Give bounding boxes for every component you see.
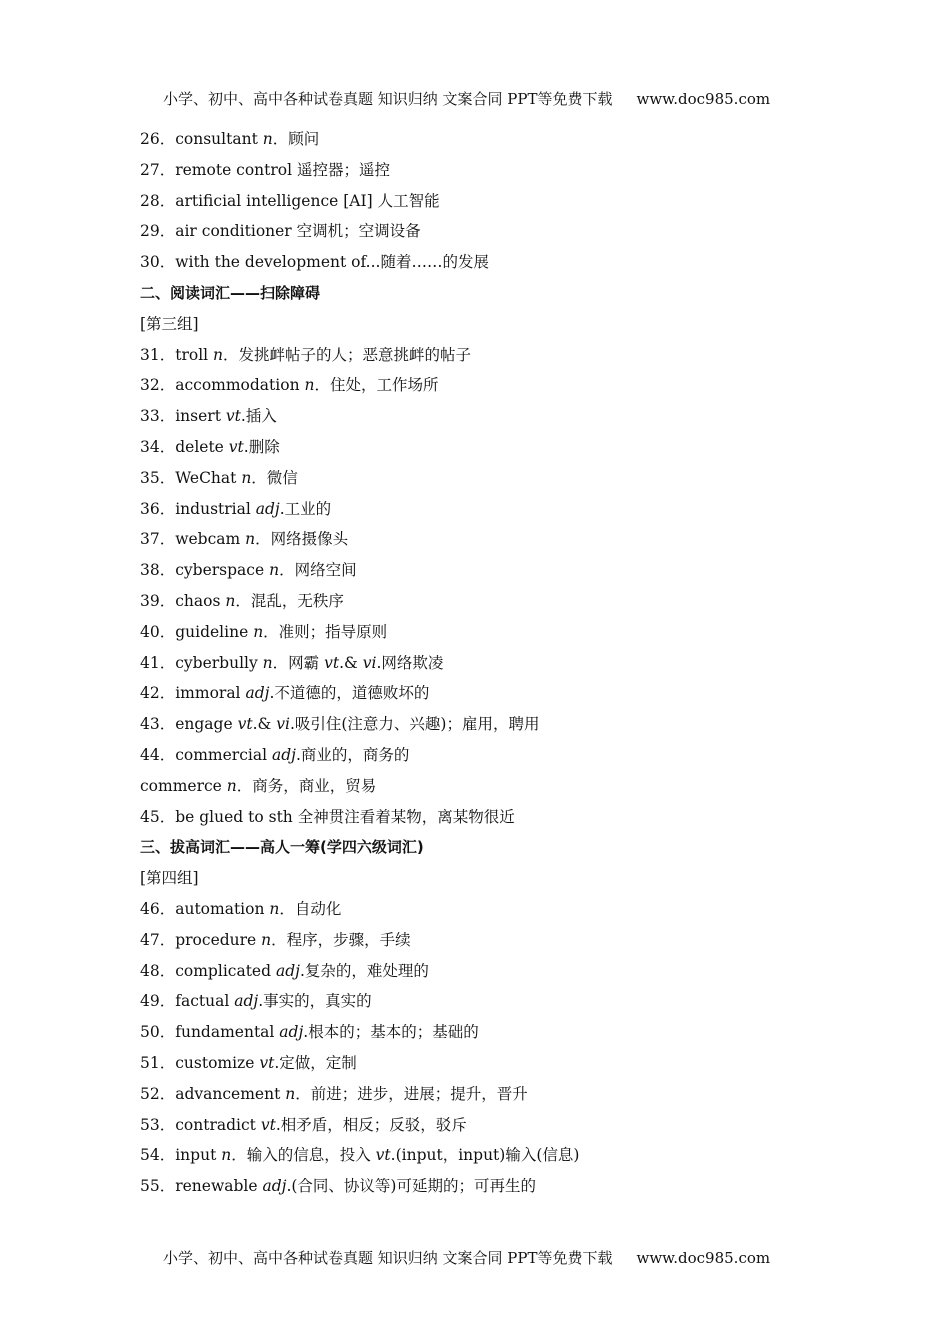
part-of-speech: n (241, 468, 252, 487)
part-of-speech: n (226, 776, 237, 795)
entry-text: 32．accommodation (140, 376, 305, 395)
vocab-entry (140, 1140, 840, 1171)
vocab-entry (140, 709, 840, 740)
entry-text: 35．WeChat (140, 468, 242, 487)
footer-site-url: www.doc985.com (636, 1249, 771, 1267)
entry-text: ．网络空间 (279, 561, 357, 580)
footer-text: 小学、初中、高中各种试卷真题 知识归纳 文案合同 PPT等免费下载 (163, 1249, 613, 1267)
part-of-speech: adj (255, 499, 280, 518)
part-of-speech: n (269, 561, 280, 580)
part-of-speech: adj (262, 1177, 287, 1196)
entry-text: 41．cyberbully (140, 653, 263, 672)
page-header (163, 88, 770, 109)
part-of-speech: vt (260, 1115, 276, 1134)
entry-text: 48．complicated (140, 961, 276, 980)
part-of-speech: n (253, 622, 264, 641)
entry-text: ．顾问 (272, 130, 320, 148)
part-of-speech: n (269, 899, 280, 918)
vocab-entry (140, 463, 840, 494)
entry-text: ．网霸 (272, 653, 325, 672)
part-of-speech: n (304, 376, 315, 395)
vocab-entry (140, 401, 840, 432)
entry-text: .删除 (243, 437, 280, 456)
vocab-entry (140, 956, 840, 987)
entry-text: .网络欺凌 (376, 653, 444, 672)
entry-text: 47．procedure (140, 930, 262, 949)
entry-text: 51．customize (140, 1053, 260, 1072)
part-of-speech: adj (271, 745, 296, 764)
entry-text: ．商务，商业，贸易 (236, 776, 377, 795)
part-of-speech: vt (237, 715, 253, 734)
group-label (140, 863, 840, 894)
vocab-entry (140, 1171, 840, 1202)
entry-text: 38．cyberspace (140, 561, 270, 580)
group-label (140, 309, 840, 340)
part-of-speech: vt (225, 407, 241, 426)
page-footer (163, 1247, 770, 1268)
entry-text: .吸引住(注意力、兴趣)；雇用，聘用 (289, 715, 540, 734)
vocab-entry (140, 617, 840, 648)
part-of-speech: adj (279, 1023, 304, 1042)
entry-text: 50．fundamental (140, 1023, 280, 1042)
entry-text: 39．chaos (140, 591, 226, 610)
entry-text: 27．remote control 遥控器；遥控 (140, 160, 391, 179)
part-of-speech: n (225, 591, 236, 610)
entry-text: .根本的；基本的；基础的 (303, 1023, 479, 1042)
entry-text: 二、阅读词汇——扫除障碍 (140, 283, 321, 302)
entry-text: 29．air conditioner 空调机；空调设备 (140, 222, 421, 241)
part-of-speech: n (245, 530, 256, 549)
entry-text: 55．renewable (140, 1177, 263, 1196)
part-of-speech: vt (375, 1146, 391, 1165)
part-of-speech: vt (228, 437, 244, 456)
entry-text: .定做，定制 (274, 1053, 357, 1072)
part-of-speech: n (285, 1084, 296, 1103)
entry-text: 28．artificial intelligence [AI] 人工智能 (140, 191, 440, 210)
entry-text: 45．be glued to sth 全神贯注看着某物，离某物很近 (140, 807, 515, 826)
vocab-entry (140, 740, 840, 771)
vocab-entry (140, 340, 840, 371)
entry-text: ．自动化 (279, 899, 342, 918)
entry-text: .相矛盾，相反；反驳，驳斥 (275, 1115, 467, 1134)
part-of-speech: n (262, 653, 273, 672)
header-text: 小学、初中、高中各种试卷真题 知识归纳 文案合同 PPT等免费下载 (163, 90, 613, 108)
entry-text: 49．factual (140, 992, 235, 1011)
vocab-entry (140, 586, 840, 617)
vocab-entry (140, 524, 840, 555)
entry-text: ．微信 (251, 468, 298, 487)
entry-text: 31．troll (140, 345, 214, 364)
entry-text: 37．webcam (140, 530, 246, 549)
part-of-speech: vt (259, 1053, 275, 1072)
entry-text: 33．insert (140, 407, 226, 426)
part-of-speech: vi (276, 715, 290, 734)
entry-text: [第三组] (140, 314, 199, 333)
vocab-entry (140, 925, 840, 956)
entry-text: [第四组] (140, 869, 199, 888)
entry-text: .复杂的，难处理的 (299, 961, 429, 980)
vocab-entry (140, 155, 840, 186)
header-site-url: www.doc985.com (636, 90, 771, 108)
entry-text: ．网络摄像头 (255, 530, 349, 549)
entry-text: ．前进；进步，进展；提升，晋升 (295, 1084, 528, 1103)
part-of-speech: n (221, 1146, 232, 1165)
entry-text: 43．engage (140, 715, 238, 734)
part-of-speech: adj (275, 961, 300, 980)
vocab-entry (140, 771, 840, 802)
entry-text: ．发挑衅帖子的人；恶意挑衅的帖子 (223, 345, 472, 364)
vocab-entry (140, 494, 840, 525)
entry-text: .不道德的，道德败坏的 (269, 684, 430, 703)
vocab-entry (140, 216, 840, 247)
vocab-entry (140, 1017, 840, 1048)
entry-text: ．输入的信息，投入 (231, 1146, 376, 1165)
part-of-speech: vi (362, 653, 377, 672)
entry-text: 40．guideline (140, 622, 254, 641)
entry-text: 34．delete (140, 437, 229, 456)
entry-text: .(input，input)输入(信息) (390, 1146, 580, 1165)
entry-text: 44．commercial (140, 745, 272, 764)
entry-text: 54．input (140, 1146, 222, 1165)
entry-text: ．准则；指导原则 (263, 622, 388, 641)
entry-text: .& (252, 715, 277, 734)
section-heading (140, 832, 840, 863)
vocab-entry (140, 432, 840, 463)
part-of-speech: adj (245, 684, 270, 703)
vocab-entry (140, 1048, 840, 1079)
entry-text: 36．industrial (140, 499, 256, 518)
part-of-speech: adj (234, 992, 259, 1011)
entry-text: .& (339, 653, 363, 672)
vocab-entry (140, 678, 840, 709)
entry-text: .(合同、协议等)可延期的；可再生的 (286, 1177, 536, 1196)
part-of-speech: n (262, 130, 273, 148)
vocab-entry (140, 986, 840, 1017)
entry-text: 42．immoral (140, 684, 246, 703)
entry-text: 30．with the development of...随着……的发展 (140, 253, 489, 272)
vocab-entry (140, 247, 840, 278)
vocab-entry (140, 124, 840, 155)
entry-text: .插入 (240, 407, 277, 426)
vocabulary-list (140, 124, 840, 1202)
entry-text: 三、拔高词汇——高人一筹(学四六级词汇) (140, 838, 424, 857)
part-of-speech: vt (324, 653, 340, 672)
vocab-entry (140, 894, 840, 925)
vocab-entry (140, 1079, 840, 1110)
vocab-entry (140, 370, 840, 401)
entry-text: .事实的，真实的 (258, 992, 372, 1011)
entry-text: commerce (140, 776, 227, 795)
part-of-speech: n (261, 930, 272, 949)
entry-text: .商业的，商务的 (295, 745, 410, 764)
vocab-entry (140, 186, 840, 217)
entry-text: .工业的 (279, 499, 332, 518)
entry-text: ．混乱，无秩序 (235, 591, 344, 610)
vocab-entry (140, 802, 840, 833)
vocab-entry (140, 555, 840, 586)
entry-text: 46．automation (140, 899, 270, 918)
vocab-entry (140, 1110, 840, 1141)
entry-text: 26．consultant (140, 130, 263, 148)
entry-text: ．住处，工作场所 (314, 376, 439, 395)
entry-text: ．程序，步骤，手续 (271, 930, 411, 949)
part-of-speech: n (213, 345, 224, 364)
entry-text: 52．advancement (140, 1084, 286, 1103)
section-heading (140, 278, 840, 309)
vocab-entry (140, 648, 840, 679)
entry-text: 53．contradict (140, 1115, 261, 1134)
